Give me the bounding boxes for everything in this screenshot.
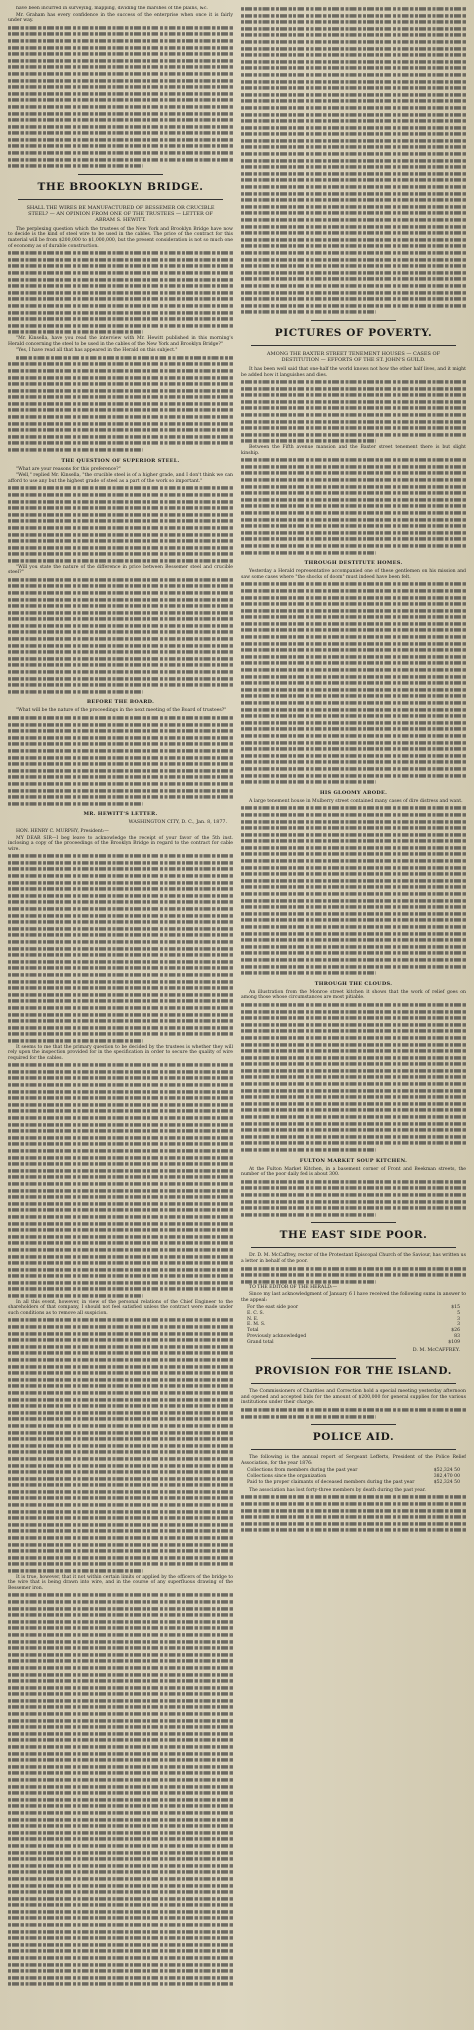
subhead-superior-steel: THE QUESTION OF SUPERIOR STEEL. (61, 457, 180, 464)
police-paragraph: The following is the annual report of Sergeant Lefferts, President of the Police Relief Association, for the year 1876: (241, 1455, 466, 1466)
police-paragraph: The association has lost forty-three members by death during the past year. (249, 1487, 426, 1493)
row-amount: $52,324 50 (433, 1468, 460, 1474)
headline-police-aid: POLICE AID. (312, 1431, 395, 1444)
receipt-row (247, 1340, 460, 1346)
row-label: Grand total (247, 1339, 274, 1345)
bridge-paragraph: "Mr. Kinsella, have you read the interview with Mr. Hewitt published in this morning's Herald concerning the steel to be used in the cables of the New York and Brooklyn Bridge?" (8, 335, 233, 347)
row-label: Previously acknowledged (247, 1334, 307, 1340)
row-amount: 3 (457, 1322, 460, 1328)
kitchen-paragraph: At the Fulton Market Kitchen, in a basement corner of Front and Beekman streets, the number of the poor daily fed is about 300. (241, 1166, 466, 1178)
headline-east-side-poor: THE EAST SIDE POOR. (279, 1229, 428, 1242)
homes-paragraph: Yesterday a Herald representative accompanied one of these gentlemen on his mission and saw some cases where "the shocks of doom" must indeed have been felt. (241, 569, 466, 580)
gloom-paragraph: A large tenement house in Mulberry street contained many cases of dire distress and want. (249, 798, 463, 804)
subhead-soup-kitchen: FULTON MARKET SOUP KITCHEN. (299, 1157, 408, 1164)
bridge-paragraph: "Yes, I have read all that has appeared in the Herald on this subject." (16, 348, 178, 354)
row-label: Paid to the proper claimants of deceased members during the past year (247, 1480, 415, 1486)
police-row (247, 1480, 460, 1486)
letter-paragraph: It seems to me that the primary question to be decided by the trustees is whether they will rely upon the inspection provided for in the specification in order to secure the quality of wire required for the cables. (8, 1044, 233, 1061)
subhead-through-clouds: THROUGH THE CLOUDS. (314, 980, 393, 987)
row-amount: $15 (451, 1305, 460, 1311)
superior-paragraph: "Well," replied Mr. Kinsella, "the crucible steel is of a higher grade, and I don't think we can afford to use any but the highest grade of steel as a part of the work so important." (8, 473, 233, 484)
headline-brooklyn-bridge: THE BROOKLYN BRIDGE. (37, 180, 204, 193)
deck-brooklyn-bridge: SHALL THE WIRES BE MANUFACTURED OF BESSEMER OR CRUCIBLE STEEL? — AN OPINION FROM ONE OF THE TRUSTEES — LETTER OF ABRAM S. HEWITT. (26, 204, 215, 223)
row-label: E. C. S. (247, 1310, 264, 1316)
row-amount: $26 (451, 1328, 460, 1334)
row-label: E. M. S. (247, 1322, 266, 1328)
headline-provision-island: PROVISION FOR THE ISLAND. (255, 1365, 452, 1378)
clouds-paragraph: An illustration from the Monroe street kitchen it shows that the work of relief goes on among those whose circumstances are most pitiable. (241, 989, 466, 1001)
row-amount: $52,324 50 (433, 1480, 460, 1486)
letter-dateline: WASHINGTON CITY, D. C., Jan. 8, 1877. (128, 820, 227, 826)
eastside-signature: D. M. McCAFFREY. (412, 1347, 460, 1353)
eastside-address: TO THE EDITOR OF THE HERALD:— (249, 1285, 338, 1291)
poverty-paragraph: It has been well said that one-half the world knows not how the other half lives, and it might be added how it languishes and dies. (241, 366, 466, 378)
row-amount: 5 (457, 1310, 460, 1316)
row-label: Collections from members during the past year (247, 1468, 358, 1474)
board-paragraph: "What will be the nature of the proceedings in the next meeting of the Board of trustees?" (16, 708, 227, 714)
letter-paragraph: In all this event, however, in view of the personal relations of the Chief Engineer to the shareholders of that company, I should not feel satisfied unless the contract were made under such conditions as to remove all suspicion. (8, 1299, 233, 1316)
letter-salutation: HON. HENRY C. MURPHY, President:— (16, 828, 109, 834)
subhead-destitute-homes: THROUGH DESTITUTE HOMES. (304, 560, 403, 567)
police-table (247, 1468, 460, 1485)
row-label: Total (247, 1328, 259, 1334)
island-paragraph: The Commissioners of Charities and Correction hold a special meeting yesterday afternoon and opened and accepted bids for the amount of $200,000 for general supplies for the various institutions under their charge. (241, 1389, 466, 1406)
subhead-before-board: BEFORE THE BOARD. (86, 699, 155, 706)
eastside-paragraph: Since my last acknowledgment of January 6 I have received the following sums in answer to the appeal: (241, 1291, 466, 1303)
row-amount: 382,470 00 (433, 1474, 460, 1480)
row-label: Collections since the organization (247, 1474, 327, 1480)
superior-paragraph: "What are your reasons for this preference?" (16, 466, 121, 472)
row-amount: 83 (454, 1334, 460, 1340)
receipts-table (247, 1305, 460, 1346)
letter-paragraph: MY DEAR SIR—I beg leave to acknowledge the receipt of your favor of the 5th inst. inclosing a copy of the proceedings of the Brooklyn Bridge in regard to the contract for cable wire. (8, 835, 233, 852)
article1-intro: have been incurred in surveying, mapping, dividing the marshes of the plains, &c. (16, 6, 208, 11)
eastside-paragraph: Dr. D. M. McCaffrey, rector of the Protestant Episcopal Church of the Saviour, has written us a letter in behalf of the poor. (241, 1253, 466, 1264)
subhead-hewitt-letter: MR. HEWITT'S LETTER. (83, 811, 158, 818)
deck-pictures-of-poverty: AMONG THE BAXTER STREET TENEMENT HOUSES — CASES OF DESTITUTION — EFFORTS OF THE ST. JOHN'S GUILD. (266, 350, 441, 363)
headline-pictures-of-poverty: PICTURES OF POVERTY. (274, 326, 433, 339)
poverty-paragraph: Between the Fifth avenue mansion and the Baxter street tenement there is but slight kinship. (241, 445, 466, 456)
row-amount: $109 (448, 1339, 460, 1345)
letter-paragraph: It is true, however, that it not within certain limits or applied by the officers of the bridge to the wire that is being drawn into wire, and in the course of any superfluous drawing of the Bessemer iron. (8, 1574, 233, 1591)
bridge-paragraph: The perplexing question which the trustees of the New York and Brooklyn Bridge have now to decide is the kind of steel wire to be used in the cables. The price of the contract for this material will be from $200,000 to $1,000,000, but the present consideration is not so much one of economy as of durable construction. (8, 226, 233, 249)
left-column (8, 6, 233, 2024)
article1-lead: Mr. Graham has every confidence in the success of the enterprise when once it is fairly under way. (8, 12, 233, 24)
row-label: N. E. (247, 1316, 259, 1322)
row-label: For the east side poor (247, 1305, 299, 1311)
row-amount: 3 (457, 1316, 460, 1322)
superior-paragraph: "Will you state the nature of the difference in price between Bessemer steel and crucible steel?" (8, 564, 233, 576)
right-column (241, 6, 466, 2024)
subhead-gloomy-abode: HIS GLOOMY ABODE. (319, 789, 388, 796)
